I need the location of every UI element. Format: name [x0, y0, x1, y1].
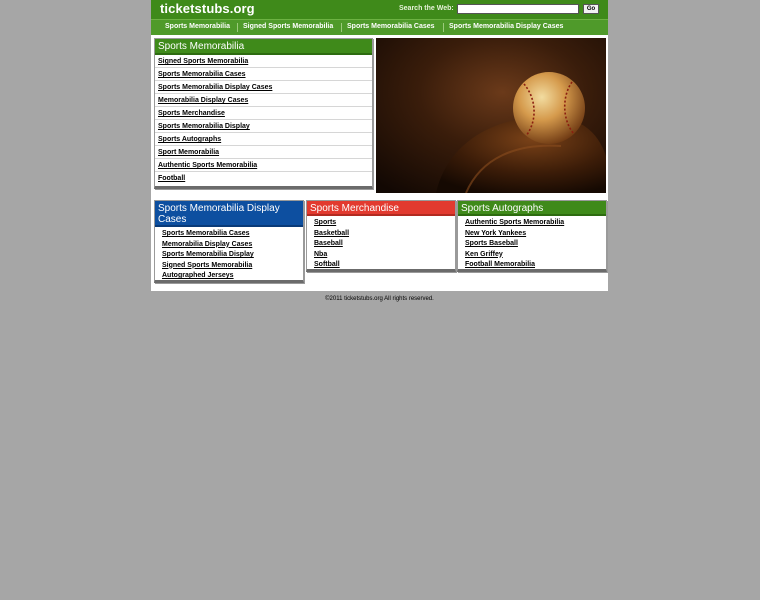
- nav-separator: [443, 23, 444, 32]
- list-link[interactable]: Football: [158, 175, 186, 182]
- list-link[interactable]: Sports Baseball: [465, 240, 518, 247]
- nav-link-signed-sports-memorabilia[interactable]: Signed Sports Memorabilia: [243, 23, 334, 30]
- nav-separator: [237, 23, 238, 32]
- display-cases-box: [154, 200, 304, 283]
- go-button[interactable]: Go: [583, 4, 599, 14]
- list-link[interactable]: Sport Memorabilia: [155, 146, 372, 159]
- box-title: Sports Memorabilia: [155, 39, 372, 55]
- sports-merchandise-box: [306, 200, 456, 272]
- footer-copyright: ©2011 ticketstubs.org All rights reserved.: [325, 296, 434, 302]
- link-list: [307, 216, 455, 270]
- site-header: [151, 0, 608, 19]
- baseball-image: [376, 38, 606, 193]
- link-list: [458, 216, 606, 270]
- list-link[interactable]: Sports Merchandise: [155, 107, 372, 120]
- list-link[interactable]: Softball: [314, 261, 340, 268]
- nav-link-sports-memorabilia[interactable]: Sports Memorabilia: [165, 23, 230, 30]
- search-label: Search the Web:: [399, 5, 454, 12]
- list-link[interactable]: Authentic Sports Memorabilia: [465, 219, 565, 226]
- list-link[interactable]: Baseball: [314, 240, 343, 247]
- list-link[interactable]: Sports: [314, 219, 337, 226]
- list-link[interactable]: Sports Memorabilia Display: [155, 120, 372, 133]
- box-title: Sports Merchandise: [307, 201, 455, 216]
- baseball-photo: [376, 38, 606, 193]
- sports-memorabilia-box: [154, 38, 373, 189]
- box-title: Sports Autographs: [458, 201, 606, 216]
- top-nav: [151, 19, 608, 35]
- list-link[interactable]: Sports Memorabilia Cases: [162, 230, 250, 237]
- link-list: [155, 55, 372, 185]
- list-link[interactable]: Autographed Jerseys: [162, 272, 234, 279]
- list-link[interactable]: New York Yankees: [465, 229, 527, 237]
- nav-separator: [341, 23, 342, 32]
- list-link[interactable]: Memorabilia Display Cases: [162, 240, 253, 248]
- list-link[interactable]: Ken Griffey: [465, 250, 503, 258]
- list-link[interactable]: Sports Autographs: [155, 133, 372, 146]
- list-link[interactable]: Football Memorabilia: [465, 261, 536, 268]
- list-link[interactable]: Sports Memorabilia Display: [162, 251, 254, 258]
- list-link[interactable]: Signed Sports Memorabilia: [155, 55, 372, 68]
- list-link[interactable]: Sports Memorabilia Cases: [155, 68, 372, 81]
- list-link[interactable]: Basketball: [314, 229, 350, 237]
- link-list: [155, 227, 303, 281]
- box-title: Sports Memorabilia Display Cases: [155, 201, 303, 227]
- search-input[interactable]: [457, 4, 579, 14]
- nav-link-sports-memorabilia-display-cases[interactable]: Sports Memorabilia Display Cases: [449, 23, 564, 30]
- nav-link-sports-memorabilia-cases[interactable]: Sports Memorabilia Cases: [347, 23, 435, 30]
- list-link[interactable]: Nba: [314, 250, 328, 258]
- site-title-link[interactable]: ticketstubs.org: [160, 1, 255, 16]
- list-link[interactable]: Sports Memorabilia Display Cases: [155, 81, 372, 94]
- sports-autographs-box: [457, 200, 607, 272]
- list-link[interactable]: Signed Sports Memorabilia: [162, 261, 253, 269]
- list-link[interactable]: Memorabilia Display Cases: [155, 94, 372, 107]
- list-link[interactable]: Authentic Sports Memorabilia: [155, 159, 372, 172]
